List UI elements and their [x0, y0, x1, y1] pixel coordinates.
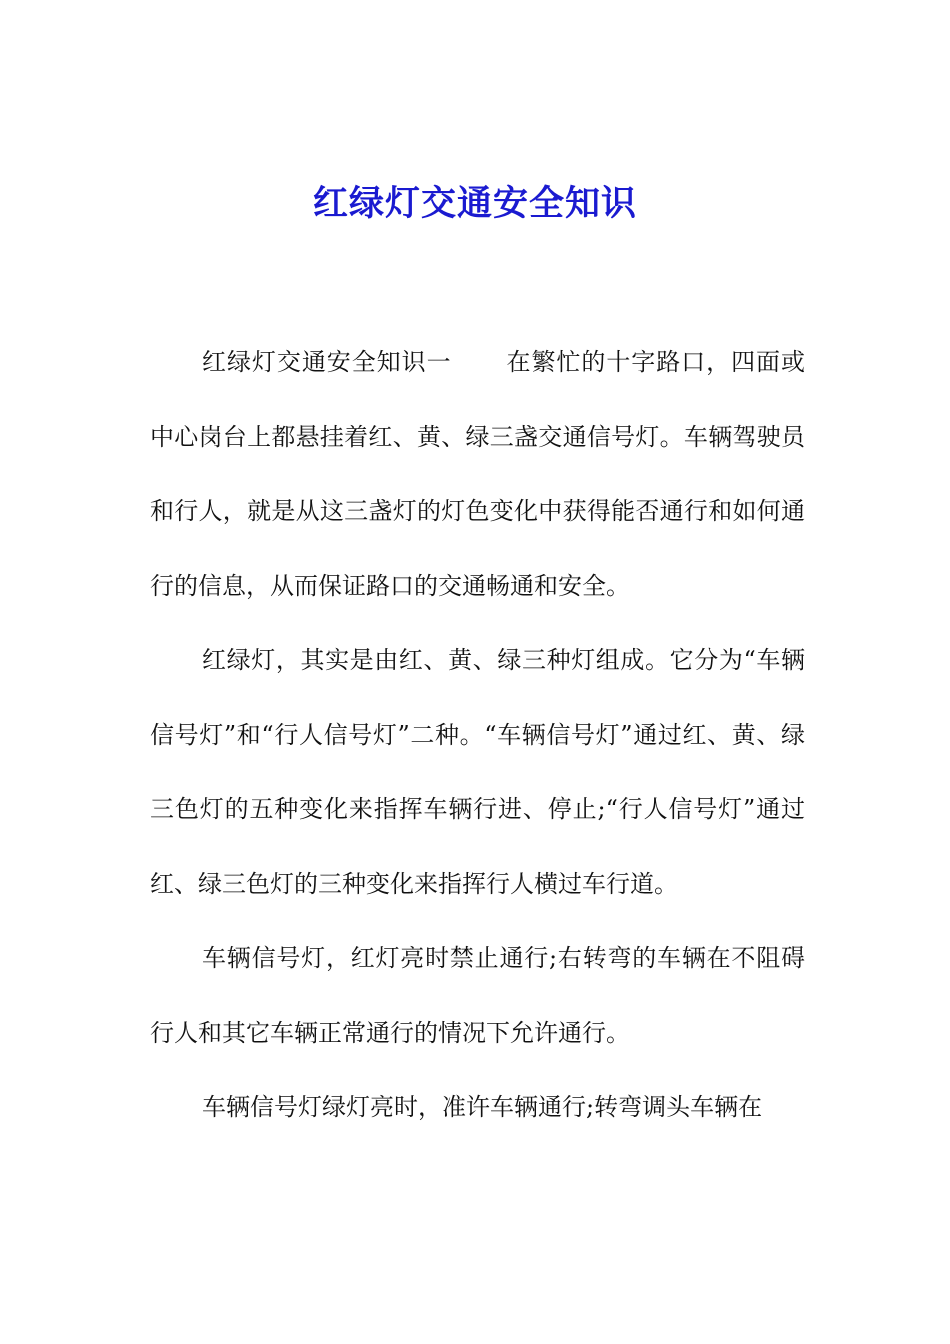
paragraph-1 — [150, 325, 805, 623]
document-body — [150, 325, 805, 1145]
document-title: 红绿灯交通安全知识 — [312, 184, 637, 224]
paragraph-4: 车辆信号灯绿灯亮时，准许车辆通行;转弯调头车辆在 — [202, 1093, 763, 1121]
paragraph-3: 车辆信号灯，红灯亮时禁止通行;右转弯的车辆在不阻碍行人和其它车辆正常通行的情况下允许通行。 — [150, 944, 805, 1047]
paragraph-1-text: 在繁忙的十字路口，四面或中心岗台上都悬挂着红、黄、绿三盏交通信号灯。车辆驾驶员和行人，就是从这三盏灯的灯色变化中获得能否通行和如何通行的信息，从而保证路口的交通畅通和安全。 — [150, 348, 806, 600]
section-label: 红绿灯交通安全知识一 — [202, 348, 452, 376]
paragraph-2: 红绿灯，其实是由红、黄、绿三种灯组成。它分为“车辆信号灯”和“行人信号灯”二种。“车辆信号灯”通过红、黄、绿三色灯的五种变化来指挥车辆行进、停止;“行人信号灯”通过红、绿三色灯的三种变化来指挥行人横过车行道。 — [150, 646, 805, 898]
